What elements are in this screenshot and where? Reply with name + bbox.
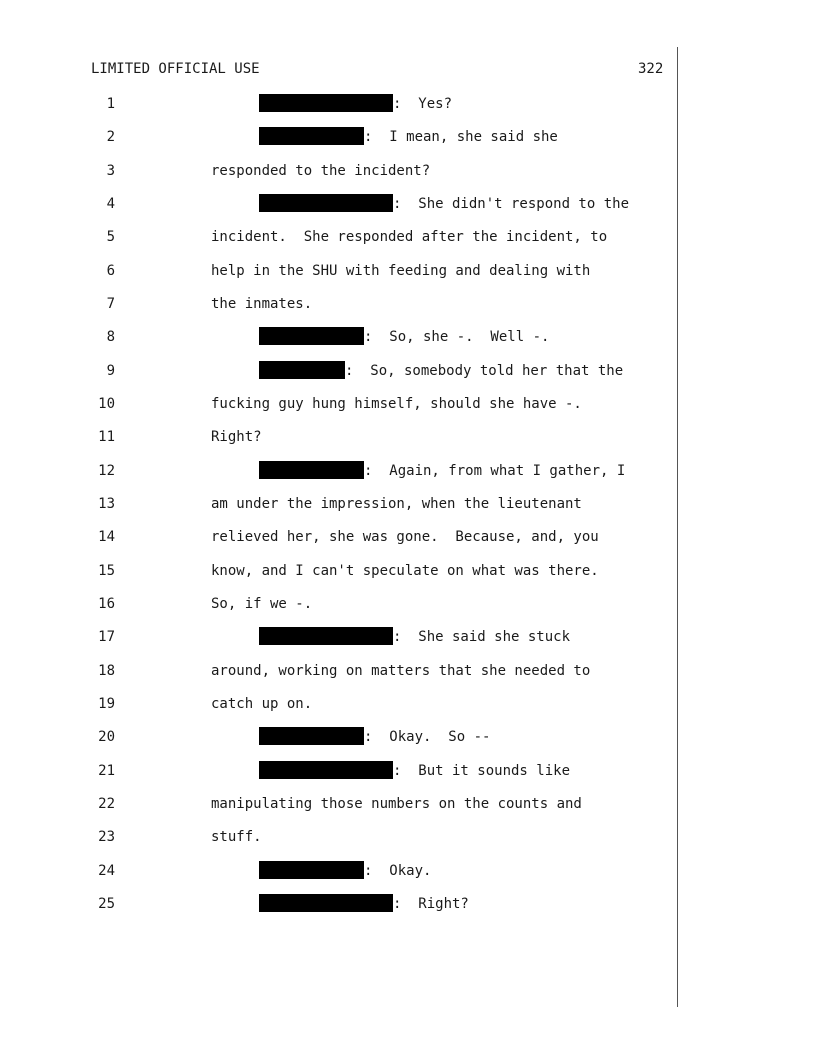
speaker-line xyxy=(259,761,570,781)
speaker-line xyxy=(259,194,629,214)
line-number: 19 xyxy=(98,696,115,712)
line-number: 16 xyxy=(98,596,115,612)
line-text: fucking guy hung himself, should she have -. xyxy=(211,396,582,412)
line-number: 4 xyxy=(106,196,115,212)
redaction-block xyxy=(259,894,393,912)
redaction-block xyxy=(259,327,364,345)
line-number: 5 xyxy=(106,229,115,245)
transcript-line xyxy=(0,827,816,847)
line-text: manipulating those numbers on the counts and xyxy=(211,796,582,812)
line-number: 8 xyxy=(106,329,115,345)
line-number: 9 xyxy=(106,363,115,379)
line-number: 24 xyxy=(98,863,115,879)
transcript-line xyxy=(0,194,816,214)
page-number: 322 xyxy=(638,61,664,77)
redaction-block xyxy=(259,194,393,212)
speaker-text: : Yes? xyxy=(393,96,453,112)
speaker-line xyxy=(259,327,549,347)
speaker-line xyxy=(259,94,452,114)
transcript-line xyxy=(0,894,816,914)
transcript-line xyxy=(0,527,816,547)
line-number: 11 xyxy=(98,429,115,445)
line-number: 6 xyxy=(106,263,115,279)
transcript-line xyxy=(0,494,816,514)
line-number: 14 xyxy=(98,529,115,545)
line-number: 13 xyxy=(98,496,115,512)
speaker-text: : Again, from what I gather, I xyxy=(364,463,626,479)
redaction-block xyxy=(259,361,345,379)
redaction-block xyxy=(259,761,393,779)
speaker-line xyxy=(259,627,570,647)
speaker-text: : Okay. xyxy=(364,863,432,879)
line-number: 1 xyxy=(106,96,115,112)
line-text: am under the impression, when the lieutenant xyxy=(211,496,582,512)
speaker-text: : Okay. So -- xyxy=(364,729,491,745)
line-number: 21 xyxy=(98,763,115,779)
transcript-line xyxy=(0,594,816,614)
speaker-text: : But it sounds like xyxy=(393,763,571,779)
line-number: 10 xyxy=(98,396,115,412)
line-text: around, working on matters that she needed to xyxy=(211,663,591,679)
line-number: 12 xyxy=(98,463,115,479)
redaction-block xyxy=(259,461,364,479)
transcript-line xyxy=(0,261,816,281)
transcript-line xyxy=(0,661,816,681)
line-number: 20 xyxy=(98,729,115,745)
speaker-text: : She said she stuck xyxy=(393,629,571,645)
line-number: 22 xyxy=(98,796,115,812)
transcript-line xyxy=(0,361,816,381)
transcript-line xyxy=(0,861,816,881)
line-text: So, if we -. xyxy=(211,596,313,612)
line-number: 17 xyxy=(98,629,115,645)
redaction-block xyxy=(259,127,364,145)
line-number: 7 xyxy=(106,296,115,312)
line-number: 15 xyxy=(98,563,115,579)
line-text: relieved her, she was gone. Because, and, you xyxy=(211,529,599,545)
speaker-line xyxy=(259,861,431,881)
speaker-text: : So, she -. Well -. xyxy=(364,329,550,345)
line-text: responded to the incident? xyxy=(211,163,431,179)
speaker-line xyxy=(259,727,490,747)
speaker-line xyxy=(259,361,623,381)
transcript-line xyxy=(0,394,816,414)
redaction-block xyxy=(259,94,393,112)
transcript-line xyxy=(0,561,816,581)
transcript-line xyxy=(0,161,816,181)
speaker-line xyxy=(259,127,558,147)
redaction-block xyxy=(259,861,364,879)
line-text: Right? xyxy=(211,429,262,445)
speaker-text: : I mean, she said she xyxy=(364,129,558,145)
redaction-block xyxy=(259,627,393,645)
line-number: 23 xyxy=(98,829,115,845)
line-text: help in the SHU with feeding and dealing with xyxy=(211,263,591,279)
speaker-line xyxy=(259,461,625,481)
speaker-text: : She didn't respond to the xyxy=(393,196,630,212)
transcript-line xyxy=(0,461,816,481)
transcript-line xyxy=(0,761,816,781)
speaker-line xyxy=(259,894,469,914)
transcript-line xyxy=(0,294,816,314)
redaction-block xyxy=(259,727,364,745)
line-text: catch up on. xyxy=(211,696,313,712)
transcript-line xyxy=(0,627,816,647)
transcript-line xyxy=(0,794,816,814)
transcript-line xyxy=(0,227,816,247)
speaker-text: : So, somebody told her that the xyxy=(345,363,624,379)
line-text: know, and I can't speculate on what was there. xyxy=(211,563,599,579)
classification-header: LIMITED OFFICIAL USE xyxy=(91,61,260,77)
speaker-text: : Right? xyxy=(393,896,469,912)
line-number: 2 xyxy=(106,129,115,145)
line-text: the inmates. xyxy=(211,296,313,312)
line-text: stuff. xyxy=(211,829,262,845)
transcript-line xyxy=(0,327,816,347)
transcript-line xyxy=(0,694,816,714)
transcript-line xyxy=(0,127,816,147)
line-text: incident. She responded after the incident, to xyxy=(211,229,608,245)
transcript-line xyxy=(0,427,816,447)
transcript-line xyxy=(0,94,816,114)
transcript-line xyxy=(0,727,816,747)
line-number: 18 xyxy=(98,663,115,679)
line-number: 25 xyxy=(98,896,115,912)
line-number: 3 xyxy=(106,163,115,179)
